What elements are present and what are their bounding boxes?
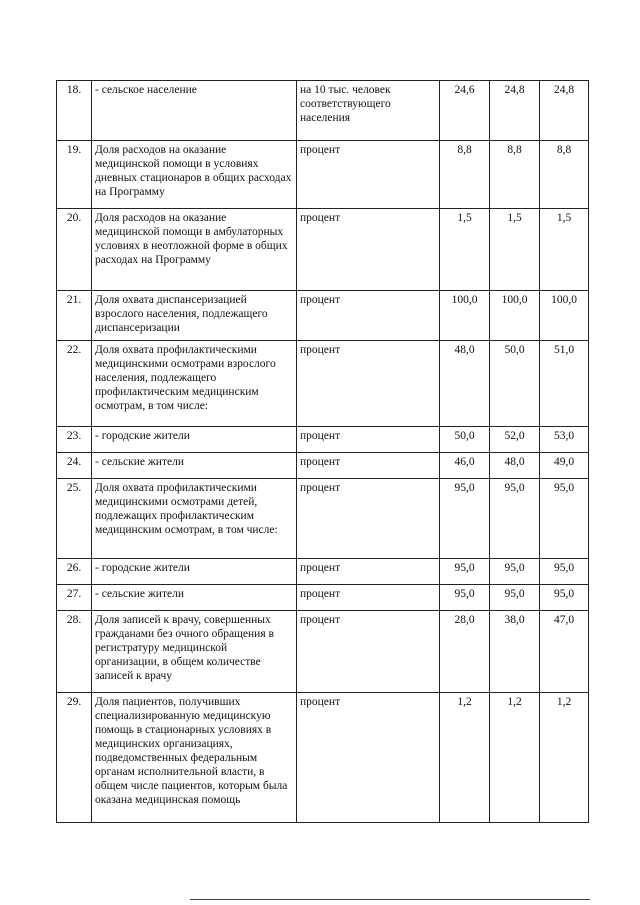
table-row bbox=[57, 427, 589, 453]
unit-cell: процент bbox=[297, 141, 440, 209]
value-year2-cell: 1,5 bbox=[490, 209, 540, 291]
unit-cell: процент bbox=[297, 427, 440, 453]
table-row bbox=[57, 341, 589, 427]
value-year3-cell: 100,0 bbox=[540, 291, 589, 341]
row-number-cell: 22. bbox=[57, 341, 92, 427]
table-row bbox=[57, 559, 589, 585]
indicator-name-cell: - сельские жители bbox=[92, 585, 297, 611]
value-year2-cell: 95,0 bbox=[490, 559, 540, 585]
value-year3-cell: 95,0 bbox=[540, 479, 589, 559]
table-row bbox=[57, 479, 589, 559]
row-number-cell: 21. bbox=[57, 291, 92, 341]
unit-cell: процент bbox=[297, 209, 440, 291]
value-year3-cell: 53,0 bbox=[540, 427, 589, 453]
value-year2-cell: 8,8 bbox=[490, 141, 540, 209]
indicator-name-cell: Доля охвата диспансеризацией взрослого населения, подлежащего диспансеризации bbox=[92, 291, 297, 341]
table-body bbox=[57, 81, 589, 823]
table-row bbox=[57, 81, 589, 141]
value-year3-cell: 1,2 bbox=[540, 693, 589, 823]
value-year1-cell: 95,0 bbox=[440, 479, 490, 559]
row-number-cell: 26. bbox=[57, 559, 92, 585]
value-year3-cell: 47,0 bbox=[540, 611, 589, 693]
row-number-cell: 20. bbox=[57, 209, 92, 291]
value-year1-cell: 1,5 bbox=[440, 209, 490, 291]
row-number-cell: 25. bbox=[57, 479, 92, 559]
unit-cell: процент bbox=[297, 585, 440, 611]
value-year1-cell: 95,0 bbox=[440, 559, 490, 585]
value-year1-cell: 8,8 bbox=[440, 141, 490, 209]
value-year2-cell: 38,0 bbox=[490, 611, 540, 693]
unit-cell: процент bbox=[297, 291, 440, 341]
indicator-name-cell: Доля расходов на оказание медицинской помощи в амбулаторных условиях в неотложной форме в общих расходах на Программу bbox=[92, 209, 297, 291]
value-year2-cell: 1,2 bbox=[490, 693, 540, 823]
table-row bbox=[57, 611, 589, 693]
unit-cell: процент bbox=[297, 611, 440, 693]
indicator-name-cell: - сельское население bbox=[92, 81, 297, 141]
row-number-cell: 23. bbox=[57, 427, 92, 453]
unit-cell: процент bbox=[297, 693, 440, 823]
indicator-name-cell: - городские жители bbox=[92, 427, 297, 453]
indicator-name-cell: - сельские жители bbox=[92, 453, 297, 479]
indicator-name-cell: Доля записей к врачу, совершенных гражданами без очного обращения в регистратуру медицинской организации, в общем количестве записей к врачу bbox=[92, 611, 297, 693]
table-row bbox=[57, 291, 589, 341]
value-year3-cell: 51,0 bbox=[540, 341, 589, 427]
value-year3-cell: 95,0 bbox=[540, 585, 589, 611]
unit-cell: процент bbox=[297, 559, 440, 585]
value-year2-cell: 95,0 bbox=[490, 479, 540, 559]
row-number-cell: 19. bbox=[57, 141, 92, 209]
value-year1-cell: 50,0 bbox=[440, 427, 490, 453]
row-number-cell: 29. bbox=[57, 693, 92, 823]
value-year1-cell: 100,0 bbox=[440, 291, 490, 341]
row-number-cell: 27. bbox=[57, 585, 92, 611]
unit-cell: на 10 тыс. человек соответствующего населения bbox=[297, 81, 440, 141]
value-year2-cell: 48,0 bbox=[490, 453, 540, 479]
value-year2-cell: 100,0 bbox=[490, 291, 540, 341]
indicator-name-cell: Доля пациентов, получивших специализированную медицинскую помощь в стационарных условиях в медицинских организациях, подведомственных федеральным органам исполнительной власти, в общем числе пациентов, которым была оказана медицинская помощь bbox=[92, 693, 297, 823]
value-year3-cell: 8,8 bbox=[540, 141, 589, 209]
table-row bbox=[57, 141, 589, 209]
value-year1-cell: 24,6 bbox=[440, 81, 490, 141]
unit-cell: процент bbox=[297, 341, 440, 427]
value-year2-cell: 24,8 bbox=[490, 81, 540, 141]
value-year2-cell: 52,0 bbox=[490, 427, 540, 453]
row-number-cell: 28. bbox=[57, 611, 92, 693]
value-year2-cell: 95,0 bbox=[490, 585, 540, 611]
page-bottom-rule bbox=[190, 899, 590, 900]
indicator-name-cell: - городские жители bbox=[92, 559, 297, 585]
indicators-table bbox=[56, 80, 589, 823]
value-year3-cell: 1,5 bbox=[540, 209, 589, 291]
value-year1-cell: 1,2 bbox=[440, 693, 490, 823]
indicator-name-cell: Доля расходов на оказание медицинской помощи в условиях дневных стационаров в общих расходах на Программу bbox=[92, 141, 297, 209]
value-year3-cell: 24,8 bbox=[540, 81, 589, 141]
table-row bbox=[57, 585, 589, 611]
table-row bbox=[57, 453, 589, 479]
table-row bbox=[57, 693, 589, 823]
value-year2-cell: 50,0 bbox=[490, 341, 540, 427]
value-year3-cell: 95,0 bbox=[540, 559, 589, 585]
value-year3-cell: 49,0 bbox=[540, 453, 589, 479]
value-year1-cell: 46,0 bbox=[440, 453, 490, 479]
unit-cell: процент bbox=[297, 453, 440, 479]
indicator-name-cell: Доля охвата профилактическими медицинскими осмотрами взрослого населения, подлежащего профилактическим медицинским осмотрам, в том числе: bbox=[92, 341, 297, 427]
row-number-cell: 24. bbox=[57, 453, 92, 479]
indicator-name-cell: Доля охвата профилактическими медицинскими осмотрами детей, подлежащих профилактическим медицинским осмотрам, в том числе: bbox=[92, 479, 297, 559]
value-year1-cell: 28,0 bbox=[440, 611, 490, 693]
table-row bbox=[57, 209, 589, 291]
value-year1-cell: 95,0 bbox=[440, 585, 490, 611]
row-number-cell: 18. bbox=[57, 81, 92, 141]
value-year1-cell: 48,0 bbox=[440, 341, 490, 427]
unit-cell: процент bbox=[297, 479, 440, 559]
